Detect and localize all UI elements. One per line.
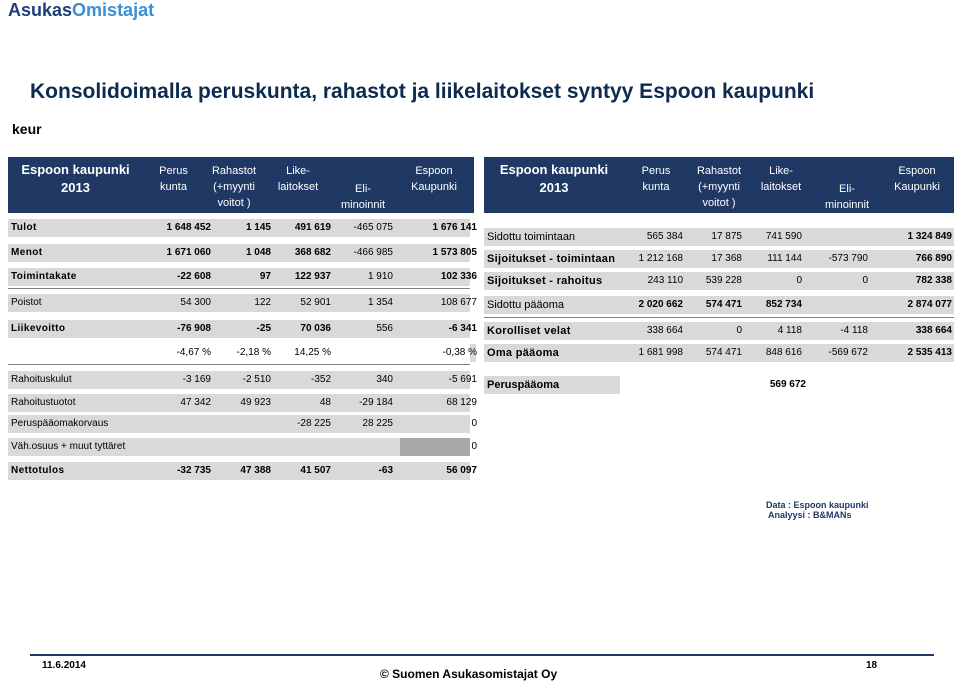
row-value: 1 671 060 — [166, 247, 211, 258]
row-value: 1 910 — [367, 271, 393, 282]
row-value: 49 923 — [240, 397, 271, 408]
row-value: 4 118 — [777, 325, 802, 336]
row-value: -465 075 — [353, 222, 393, 233]
row-value: 491 619 — [294, 222, 331, 233]
table-row — [8, 219, 477, 237]
row-label: Toimintakate — [11, 271, 77, 282]
header-perus-1: Perus — [159, 165, 188, 177]
table-row — [8, 371, 477, 389]
row-value: 122 — [254, 297, 271, 308]
row-value: 0 — [471, 441, 477, 452]
row-value: 122 937 — [294, 271, 331, 282]
row-value: 1 048 — [245, 247, 271, 258]
header-year-right: 2013 — [539, 180, 569, 195]
table-row — [484, 344, 954, 362]
header-perus-2: kunta — [160, 181, 187, 193]
header-like-1-right: Like- — [769, 165, 793, 177]
footer-line — [30, 654, 934, 656]
separator-line — [8, 288, 470, 289]
row-value: 1 573 805 — [432, 247, 477, 258]
row-value: -2,18 % — [236, 347, 271, 358]
header-esp-1: Espoon — [415, 165, 453, 177]
source-note — [766, 500, 869, 520]
row-value: 368 682 — [294, 247, 331, 258]
row-value: 108 677 — [440, 297, 477, 308]
row-label: Sijoitukset - toimintaan — [487, 253, 616, 265]
row-value: 48 — [319, 397, 331, 408]
unit-label: keur — [12, 121, 42, 137]
header-rah-2-right: (+myynti — [698, 181, 740, 193]
row-value: -3 169 — [182, 374, 211, 385]
table-row — [8, 294, 477, 312]
row-value: 1 145 — [245, 222, 271, 233]
source-data: Data : Espoon kaupunki — [766, 500, 869, 510]
row-value: 1 354 — [367, 297, 393, 308]
row-value: 28 225 — [362, 418, 393, 429]
header-rah-1-right: Rahastot — [696, 165, 742, 177]
row-value: 2 535 413 — [907, 347, 952, 358]
row-value: -29 184 — [359, 397, 393, 408]
row-value: 782 338 — [915, 275, 952, 286]
row-label: Oma pääoma — [487, 347, 560, 359]
row-value: -4 118 — [840, 325, 868, 336]
header-eli-1: Eli- — [355, 183, 371, 195]
row-label: Menot — [11, 247, 43, 258]
row-value: 1 648 452 — [166, 222, 211, 233]
row-value: -32 735 — [177, 465, 211, 476]
row-value: 243 110 — [647, 275, 683, 286]
row-value: 54 300 — [180, 297, 211, 308]
row-value: 2 874 077 — [907, 299, 952, 310]
table-row — [484, 250, 954, 268]
page-title: Konsolidoimalla peruskunta, rahastot ja liikelaitokset syntyy Espoon kaupunki — [30, 80, 815, 103]
row-value: 47 388 — [240, 465, 271, 476]
row-value: 1 212 168 — [638, 253, 683, 264]
row-value: -6 341 — [448, 323, 477, 334]
header-rah-2: (+myynti — [213, 181, 255, 193]
row-value: 17 875 — [711, 231, 742, 242]
row-value: 14,25 % — [294, 347, 331, 358]
row-value: -22 608 — [177, 271, 211, 282]
page-number: 18 — [866, 660, 878, 671]
row-label: Poistot — [11, 297, 42, 308]
header-esp-1-right: Espoon — [898, 165, 936, 177]
row-label: Peruspääomakorvaus — [11, 418, 109, 429]
row-value: 0 — [796, 275, 802, 286]
row-value: -4,67 % — [176, 347, 211, 358]
row-value: 340 — [376, 374, 393, 385]
header-eli-2-right: minoinnit — [824, 199, 870, 211]
row-value: 556 — [376, 323, 393, 334]
header-entity: Espoon kaupunki — [21, 162, 130, 177]
header-like-1: Like- — [286, 165, 310, 177]
table-row — [8, 244, 477, 262]
row-value: 565 384 — [646, 231, 683, 242]
header-esp-2-right: Kaupunki — [894, 181, 940, 193]
row-value: -25 — [256, 323, 271, 334]
table-row — [8, 344, 477, 362]
header-rah-3: voitot ) — [217, 197, 251, 209]
row-value: -76 908 — [177, 323, 211, 334]
header-like-2: laitokset — [277, 181, 319, 193]
row-label: Rahoituskulut — [11, 374, 72, 385]
row-value: -5 691 — [448, 374, 477, 385]
table-row — [8, 320, 477, 338]
row-value: 56 097 — [446, 465, 477, 476]
row-label: Sijoitukset - rahoitus — [487, 275, 603, 287]
row-value: 102 336 — [440, 271, 477, 282]
row-value: 338 664 — [646, 325, 683, 336]
header-like-2-right: laitokset — [760, 181, 802, 193]
header-perus-2-right: kunta — [642, 181, 670, 193]
peruspaaoma-row — [484, 376, 814, 394]
header-eli-1-right: Eli- — [839, 183, 855, 195]
table-row — [484, 272, 954, 290]
brand-logo-part2: Omistajat — [72, 0, 155, 20]
row-label: Nettotulos — [11, 465, 65, 476]
row-value: 2 020 662 — [638, 299, 683, 310]
row-value: 852 734 — [765, 299, 802, 310]
header-year: 2013 — [61, 180, 90, 195]
table-row — [8, 415, 477, 433]
row-value: 574 471 — [705, 347, 742, 358]
header-rah-1: Rahastot — [211, 165, 257, 177]
brand-logo-part1: Asukas — [8, 0, 73, 20]
row-value: 97 — [259, 271, 271, 282]
header-perus-1-right: Perus — [641, 165, 671, 177]
row-value: 766 890 — [915, 253, 952, 264]
row-value: -352 — [310, 374, 331, 385]
brand-logo — [8, 0, 154, 21]
row-value: 539 228 — [705, 275, 742, 286]
row-value: 1 324 849 — [907, 231, 952, 242]
row-value: 41 507 — [300, 465, 331, 476]
table-row — [8, 268, 477, 286]
row-value: 574 471 — [705, 299, 742, 310]
separator-line — [484, 317, 954, 318]
row-label: Sidottu toimintaan — [487, 231, 576, 243]
peruspaaoma-label: Peruspääoma — [487, 379, 560, 391]
right-table-header — [484, 157, 954, 213]
row-label: Liikevoitto — [11, 323, 66, 334]
row-value: 0 — [736, 325, 742, 336]
source-analysis: Analyysi : B&MANs — [768, 510, 852, 520]
row-label: Korolliset velat — [487, 325, 571, 337]
row-label: Väh.osuus + muut tyttäret — [11, 441, 126, 452]
row-value: -573 790 — [828, 253, 868, 264]
row-value: 1 676 141 — [432, 222, 477, 233]
row-value: -63 — [378, 465, 393, 476]
row-value: -28 225 — [297, 418, 331, 429]
header-rah-3-right: voitot ) — [702, 197, 736, 209]
header-eli-2: minoinnit — [340, 199, 386, 211]
row-value: -0,38 % — [442, 347, 477, 358]
peruspaaoma-value: 569 672 — [769, 379, 806, 390]
row-value: 0 — [471, 418, 477, 429]
row-value: 741 590 — [765, 231, 802, 242]
dark-cell — [400, 438, 470, 456]
row-value: -569 672 — [828, 347, 868, 358]
row-value: 0 — [862, 275, 868, 286]
table-row — [484, 322, 954, 340]
footer-date: 11.6.2014 — [42, 660, 86, 671]
row-value: 70 036 — [300, 323, 331, 334]
table-row — [8, 462, 477, 480]
row-value: 338 664 — [915, 325, 952, 336]
header-entity-right: Espoon kaupunki — [499, 162, 609, 177]
row-value: 848 616 — [765, 347, 802, 358]
table-row — [484, 228, 954, 246]
row-value: -466 985 — [353, 247, 393, 258]
row-value: 47 342 — [180, 397, 211, 408]
row-label: Rahoitustuotot — [11, 397, 76, 408]
row-value: 17 368 — [711, 253, 742, 264]
row-value: 68 129 — [446, 397, 477, 408]
footer-copyright: © Suomen Asukasomistajat Oy — [380, 667, 558, 681]
header-esp-2: Kaupunki — [411, 181, 457, 193]
separator-line — [8, 364, 470, 365]
row-label: Tulot — [11, 222, 37, 233]
row-label: Sidottu pääoma — [487, 299, 565, 311]
left-table-header — [8, 157, 474, 213]
row-value: 52 901 — [300, 297, 331, 308]
table-row — [484, 296, 954, 314]
row-value: 1 681 998 — [638, 347, 683, 358]
table-row — [8, 394, 477, 412]
row-value: -2 510 — [242, 374, 271, 385]
row-value: 111 144 — [767, 253, 802, 264]
